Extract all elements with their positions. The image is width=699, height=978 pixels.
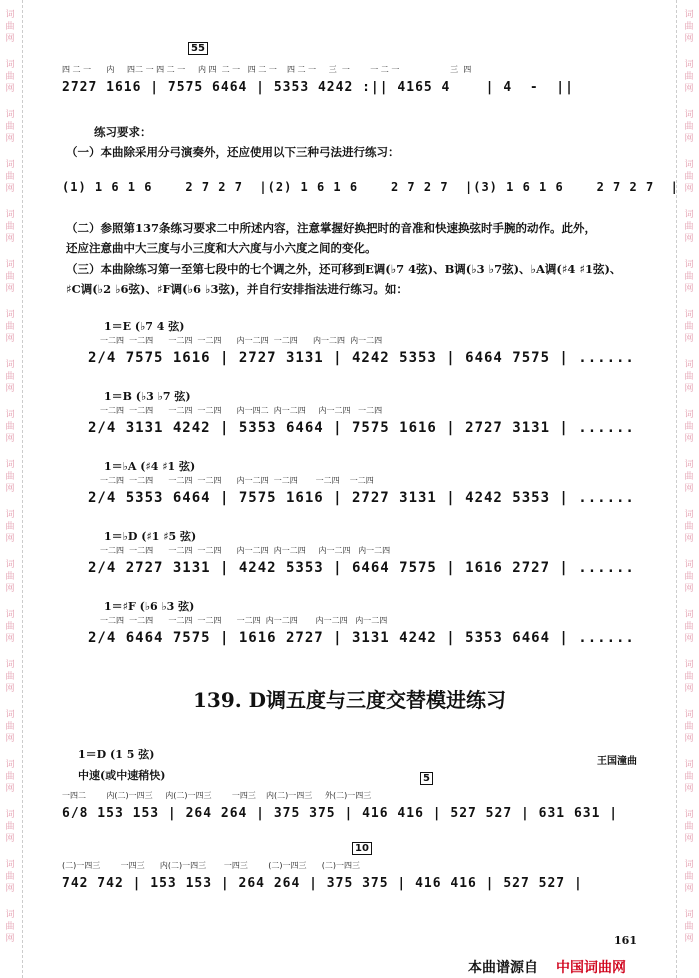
watermark-char: 曲 [684,422,694,432]
watermark-char: 词 [684,310,694,320]
watermark-char: 词 [5,110,15,120]
watermark-char: 曲 [5,472,15,482]
watermark-char: 词 [5,510,15,520]
watermark-char: 网 [684,884,694,894]
watermark-char: 网 [5,134,15,144]
watermark-char: 词 [5,310,15,320]
watermark-char: 网 [5,784,15,794]
practice-p1: （一）本曲除采用分弓演奏外，还应使用以下三种弓法进行练习： [66,145,400,159]
watermark-char: 曲 [5,372,15,382]
watermark-char: 词 [5,810,15,820]
watermark-char: 网 [684,834,694,844]
bowing-examples: (1) 1 6 1 6 2 7 2 7 |(2) 1 6 1 6 2 7 2 7 |(3) 1 6 1 6 2 7 2 7 | [62,180,679,194]
watermark-char: 曲 [684,722,694,732]
page-number: 161 [614,934,637,947]
watermark-char: 词 [5,260,15,270]
example-fingering: 一二四 一二四 一二四 一二四 内一四二 内一二四 内一二四 一二四 [100,406,383,415]
rehearsal-mark-55: 55 [188,42,208,55]
top-staff-notes: 2727 1616 | 7575 6464 | 5353 4242 :|| 4165 4 | 4 - || [62,80,574,95]
watermark-char: 曲 [684,872,694,882]
watermark-char: 网 [684,634,694,644]
footer-source [468,957,626,977]
rehearsal-mark-10: 10 [352,842,372,855]
example-fingering: 一二四 一二四 一二四 一二四 内一二四 内一二四 内一二四 内一二四 [100,546,391,555]
watermark-char: 词 [684,360,694,370]
watermark-char: 网 [684,84,694,94]
footer-source-label: 本曲谱源自 [468,960,538,976]
top-fingering: 四 二 一 内 四二 一 四 二 一 内 四 二 一 四 二 一 四 二 一 三 一 一 二 一 三 四 [62,65,472,74]
watermark-char: 网 [5,334,15,344]
watermark-char: 网 [5,884,15,894]
watermark-char: 网 [684,584,694,594]
watermark-char: 词 [684,860,694,870]
example-fingering: 一二四 一二四 一二四 一二四 内一二四 一二四 一二四 一二四 [100,476,374,485]
watermark-char: 网 [684,934,694,944]
example-notes: 2/4 6464 7575 | 1616 2727 | 3131 4242 | 5353 6464 | ...... [88,630,635,646]
watermark-char: 曲 [684,172,694,182]
watermark-char: 网 [5,384,15,394]
example-key: 1＝♭A (♯4 ♯1 弦) [104,460,196,473]
watermark-char: 词 [684,710,694,720]
watermark-char: 曲 [5,322,15,332]
watermark-char: 网 [684,734,694,744]
watermark-char: 词 [684,210,694,220]
watermark-char: 网 [5,434,15,444]
practice-p3b: ♯C调(♭2 ♭6弦)、♯F调(♭6 ♭3弦)，并自行安排指法进行练习。如： [66,282,408,296]
watermark-char: 曲 [5,422,15,432]
watermark-char: 词 [684,910,694,920]
watermark-char: 曲 [5,122,15,132]
watermark-char: 词 [5,710,15,720]
watermark-char: 网 [5,234,15,244]
watermark-char: 网 [684,534,694,544]
watermark-char: 曲 [5,672,15,682]
watermark-char: 曲 [684,372,694,382]
example-fingering: 一二四 一二四 一二四 一二四 一二四 内一二四 内一二四 内一二四 [100,616,388,625]
watermark-char: 词 [5,610,15,620]
watermark-char: 词 [5,210,15,220]
watermark-char: 网 [684,684,694,694]
watermark-char: 曲 [684,822,694,832]
watermark-char: 网 [5,684,15,694]
example-notes: 2/4 2727 3131 | 4242 5353 | 6464 7575 | 1616 2727 | ...... [88,560,635,576]
watermark-char: 词 [684,810,694,820]
watermark-char: 词 [5,160,15,170]
watermark-char: 网 [5,534,15,544]
watermark-char: 网 [684,184,694,194]
example-key: 1＝♯F (♭6 ♭3 弦) [104,600,195,613]
piece-composer: 王国潼曲 [597,756,637,767]
watermark-char: 网 [684,284,694,294]
watermark-char: 网 [5,484,15,494]
footer-site-link[interactable]: 中国词曲网 [556,960,626,976]
watermark-char: 网 [5,34,15,44]
piece-title: 139. D调五度与三度交替模进练习 [192,688,507,712]
watermark-char: 词 [684,410,694,420]
example-notes: 2/4 7575 1616 | 2727 3131 | 4242 5353 | 6464 7575 | ...... [88,350,635,366]
watermark-char: 曲 [684,322,694,332]
watermark-char: 曲 [5,172,15,182]
watermark-char: 曲 [5,522,15,532]
example-notes: 2/4 3131 4242 | 5353 6464 | 7575 1616 | 2727 3131 | ...... [88,420,635,436]
watermark-char: 网 [684,784,694,794]
watermark-char: 词 [684,10,694,20]
practice-p3a: （三）本曲除练习第一至第七段中的七个调之外，还可移到E调(♭7 4弦)、B调(♭3 ♭7弦)、♭A调(♯4 ♯1弦)、 [66,262,622,276]
watermark-char: 曲 [5,822,15,832]
watermark-char: 网 [684,484,694,494]
watermark-char: 网 [5,84,15,94]
watermark-char: 词 [684,610,694,620]
watermark-char: 网 [684,134,694,144]
example-notes: 2/4 5353 6464 | 7575 1616 | 2727 3131 | 4242 5353 | ...... [88,490,635,506]
example-key: 1＝♭D (♯1 ♯5 弦) [104,530,197,543]
watermark-char: 网 [5,634,15,644]
piece-tempo: 中速(或中速稍快) [78,769,166,782]
watermark-char: 曲 [684,22,694,32]
watermark-char: 曲 [5,22,15,32]
practice-p2a: （二）参照第137条练习要求二中所述内容，注意掌握好换把时的音准和快速换弦时手腕的动作。此外， [66,221,596,235]
watermark-char: 词 [5,760,15,770]
watermark-char: 词 [684,260,694,270]
piece-key: 1＝D (1 5 弦) [78,748,155,761]
rehearsal-mark-5: 5 [420,772,433,785]
watermark-char: 曲 [684,572,694,582]
watermark-char: 词 [5,60,15,70]
watermark-char: 曲 [5,222,15,232]
watermark-char: 词 [5,410,15,420]
watermark-char: 曲 [5,622,15,632]
practice-p2b: 还应注意曲中大三度与小三度和大六度与小六度之间的变化。 [66,241,377,255]
watermark-char: 网 [5,734,15,744]
practice-heading: 练习要求： [94,125,152,139]
watermark-char: 词 [5,10,15,20]
watermark-char: 曲 [684,122,694,132]
watermark-char: 网 [5,584,15,594]
watermark-char: 词 [5,910,15,920]
watermark-char: 网 [5,184,15,194]
watermark-char: 网 [5,934,15,944]
watermark-char: 曲 [5,872,15,882]
watermark-char: 词 [5,560,15,570]
watermark-char: 曲 [684,622,694,632]
watermark-char: 词 [684,510,694,520]
watermark-char: 网 [5,284,15,294]
watermark-char: 曲 [5,272,15,282]
watermark-char: 曲 [684,922,694,932]
watermark-char: 词 [684,760,694,770]
watermark-char: 词 [684,460,694,470]
watermark-char: 曲 [684,72,694,82]
example-fingering: 一二四 一二四 一二四 一二四 内一二四 一二四 内一二四 内一二四 [100,336,383,345]
watermark-char: 词 [5,460,15,470]
watermark-char: 曲 [5,722,15,732]
watermark-char: 网 [684,334,694,344]
watermark-char: 词 [684,110,694,120]
example-key: 1＝E (♭7 4 弦) [104,320,185,333]
example-key: 1＝B (♭3 ♭7 弦) [104,390,191,403]
line2-fingering: (二)一四三 一四三 内(二)一四三 一四三 (二)一四三 (二)一四三 [62,861,360,870]
watermark-char: 曲 [684,272,694,282]
watermark-char: 词 [5,360,15,370]
watermark-char: 词 [684,660,694,670]
watermark-char: 曲 [5,922,15,932]
watermark-char: 曲 [684,672,694,682]
watermark-char: 词 [5,660,15,670]
piece-line-1: 6/8 153 153 | 264 264 | 375 375 | 416 416 | 527 527 | 631 631 | [62,806,619,821]
watermark-char: 曲 [684,472,694,482]
watermark-char: 曲 [5,72,15,82]
watermark-char: 曲 [684,522,694,532]
watermark-char: 网 [684,384,694,394]
watermark-char: 词 [684,560,694,570]
piece-line-2: 742 742 | 153 153 | 264 264 | 375 375 | 416 416 | 527 527 | [62,876,583,891]
watermark-char: 词 [684,60,694,70]
watermark-char: 词 [684,160,694,170]
watermark-char: 曲 [5,772,15,782]
watermark-char: 网 [684,234,694,244]
watermark-char: 曲 [684,772,694,782]
watermark-char: 曲 [5,572,15,582]
watermark-char: 网 [684,34,694,44]
watermark-char: 词 [5,860,15,870]
line1-fingering: 一四二 内(二)一四三 内(二)一四三 一四三 内(二)一四三 外(二)一四三 [62,791,372,800]
watermark-char: 曲 [684,222,694,232]
watermark-char: 网 [684,434,694,444]
watermark-char: 网 [5,834,15,844]
